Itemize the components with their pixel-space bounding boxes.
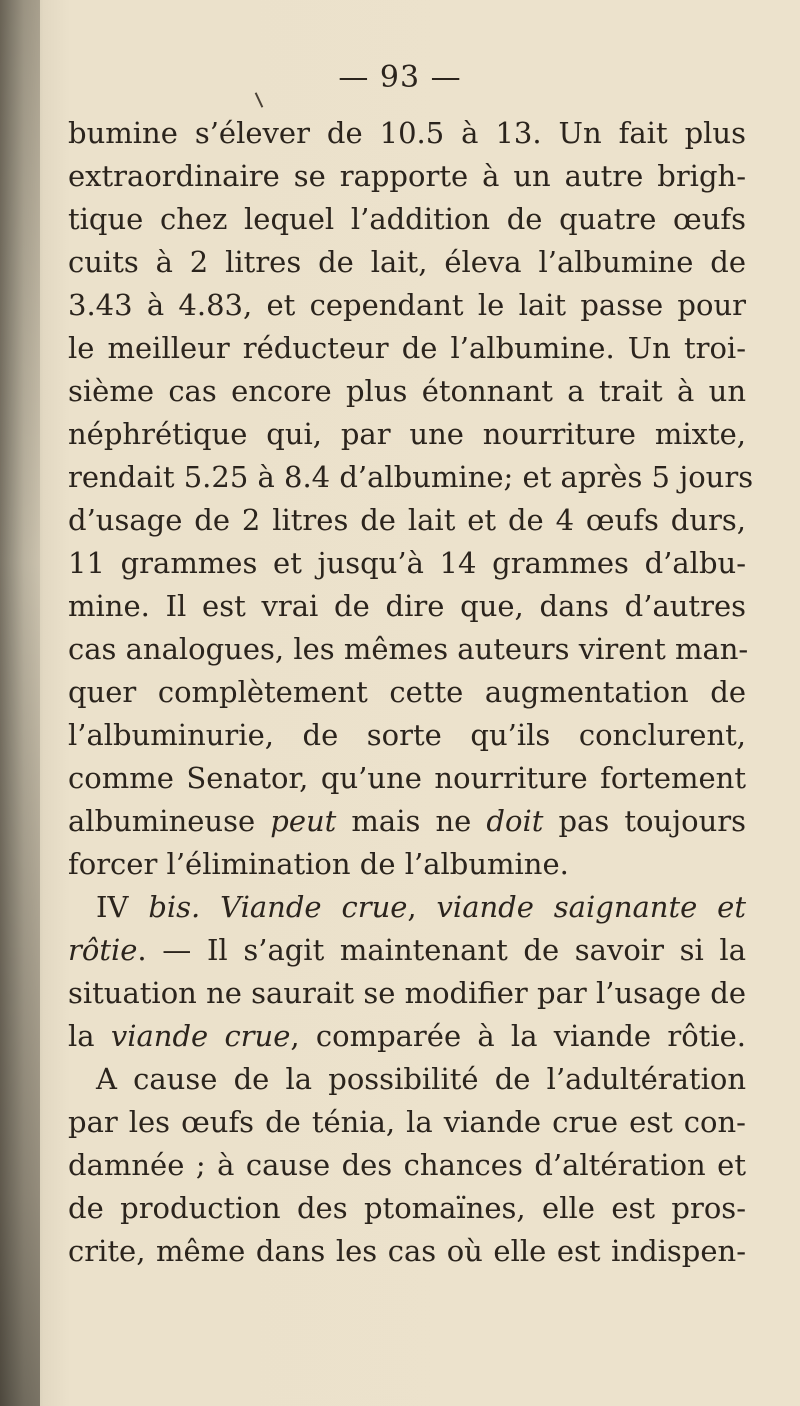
- text-line: sième cas encore plus étonnant a trait à un: [68, 374, 746, 408]
- page-gutter-shadow: [0, 0, 40, 1406]
- page-number: — 93 —: [338, 60, 462, 95]
- text-line: situation ne saurait se modifier par l’usage de: [68, 976, 746, 1010]
- section-heading-line: IV bis. Viande crue, viande saignante et: [96, 890, 746, 924]
- text-line: damnée ; à cause des chances d’altération et: [68, 1148, 746, 1182]
- italic-text: viande saignante et: [436, 890, 746, 924]
- text-line: 11 grammes et jusqu’à 14 grammes d’albu-: [68, 546, 746, 580]
- text-line: rendait 5.25 à 8.4 d’albumine; et après 5 jours: [68, 460, 754, 494]
- italic-text: bis. Viande crue: [148, 890, 408, 924]
- text-line: crite, même dans les cas où elle est indispen-: [68, 1234, 746, 1268]
- text-line: le meilleur réducteur de l’albumine. Un troi-: [68, 331, 746, 365]
- text-line: cas analogues, les mêmes auteurs virent man-: [68, 632, 749, 666]
- text-line: forcer l’élimination de l’albumine.: [68, 847, 569, 881]
- text-line: rôtie. — Il s’agit maintenant de savoir si la: [68, 933, 746, 967]
- text-line: tique chez lequel l’addition de quatre œufs: [68, 202, 746, 236]
- text-line: albumineuse peut mais ne doit pas toujours: [68, 804, 746, 838]
- italic-text: doit: [486, 804, 544, 838]
- text-line: la viande crue, comparée à la viande rôtie.: [68, 1019, 746, 1053]
- italic-text: viande crue: [110, 1019, 291, 1053]
- body-text: [68, 112, 754, 1273]
- text-line: néphrétique qui, par une nourriture mixte,: [68, 417, 746, 451]
- text-line: de production des ptomaïnes, elle est pros-: [68, 1191, 746, 1225]
- text-line: quer complètement cette augmentation de: [68, 675, 746, 709]
- italic-text: peut: [270, 804, 337, 838]
- text-line: d’usage de 2 litres de lait et de 4 œufs durs,: [68, 503, 746, 537]
- text-line: mine. Il est vrai de dire que, dans d’autres: [68, 589, 746, 623]
- text-line: comme Senator, qu’une nourriture fortement: [68, 761, 746, 795]
- text-line: A cause de la possibilité de l’adultération: [96, 1062, 746, 1096]
- italic-text: rôtie: [68, 933, 138, 967]
- text-line: extraordinaire se rapporte à un autre brigh-: [68, 159, 746, 193]
- text-line: l’albuminurie, de sorte qu’ils conclurent,: [68, 718, 746, 752]
- text-line: bumine s’élever de 10.5 à 13. Un fait plus: [68, 116, 746, 150]
- text-line: 3.43 à 4.83, et cependant le lait passe pour: [68, 288, 746, 322]
- text-line: par les œufs de ténia, la viande crue est con-: [68, 1105, 746, 1139]
- text-line: cuits à 2 litres de lait, éleva l’albumine de: [68, 245, 746, 279]
